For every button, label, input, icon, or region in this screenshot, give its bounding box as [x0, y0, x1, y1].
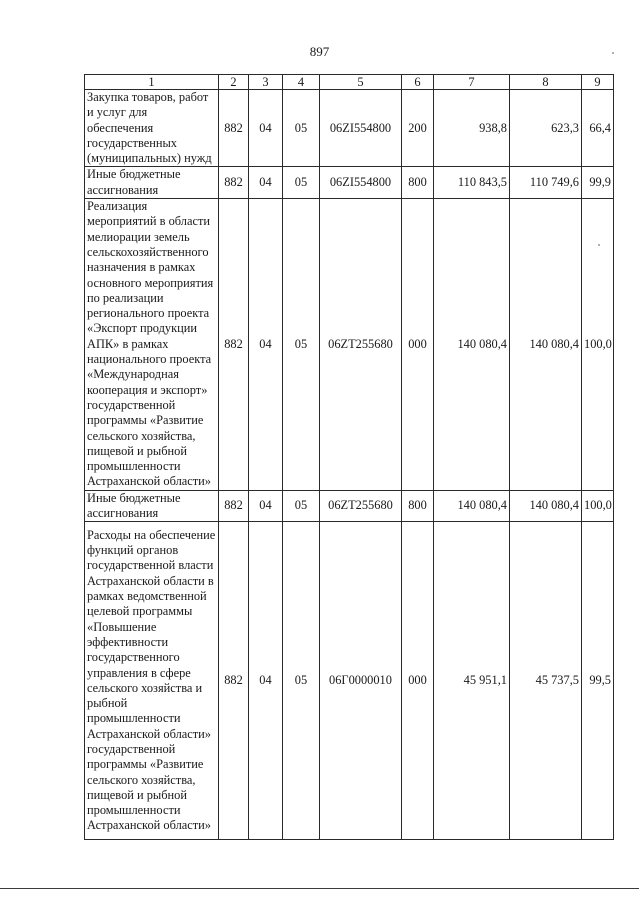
row-target-article: 06ZT255680: [320, 199, 402, 491]
row-fact: 140 080,4: [510, 490, 582, 522]
scan-speck: [612, 52, 614, 54]
row-expense-type: 800: [402, 490, 434, 522]
row-subsection: 05: [283, 490, 320, 522]
row-description: Расходы на обеспечение функций органов государственной власти Астраханской области в рамках ведомственной целевой программы «Повышение эффективности государственного управления в сфере сельского хозяйства и рыбной промышленности Астраханской области» государственной программы «Развитие сельского хозяйства, пищевой и рыбной промышленности Астраханской области»: [85, 522, 219, 840]
table-row: [85, 522, 614, 840]
row-percent: 100,0: [582, 490, 614, 522]
row-description: Иные бюджетные ассигнования: [85, 167, 219, 199]
table-row: [85, 90, 614, 167]
table-row: [85, 167, 614, 199]
table-row: [85, 199, 614, 491]
row-subsection: 05: [283, 522, 320, 840]
row-fact: 110 749,6: [510, 167, 582, 199]
row-section: 04: [249, 167, 283, 199]
row-fact: 623,3: [510, 90, 582, 167]
row-section: 04: [249, 90, 283, 167]
row-section: 04: [249, 490, 283, 522]
header-cell: 5: [320, 75, 402, 90]
row-percent: 99,9: [582, 167, 614, 199]
row-grbs: 882: [219, 490, 249, 522]
row-subsection: 05: [283, 90, 320, 167]
row-percent: 66,4: [582, 90, 614, 167]
row-section: 04: [249, 522, 283, 840]
row-percent: 100,0: [582, 199, 614, 491]
row-expense-type: 000: [402, 522, 434, 840]
row-description: Реализация мероприятий в области мелиорации земель сельскохозяйственного назначения в рамках основного мероприятия по реализации регионального проекта «Экспорт продукции АПК» в рамках национального проекта «Международная кооперация и экспорт» государственной программы «Развитие сельского хозяйства, пищевой и рыбной промышленности Астраханской области»: [85, 199, 219, 491]
row-fact: 45 737,5: [510, 522, 582, 840]
scan-edge-line: [0, 888, 639, 889]
row-expense-type: 200: [402, 90, 434, 167]
row-target-article: 06ZI554800: [320, 167, 402, 199]
budget-table: [84, 74, 614, 840]
row-section: 04: [249, 199, 283, 491]
header-cell: 3: [249, 75, 283, 90]
row-target-article: 06ZI554800: [320, 90, 402, 167]
row-description: Закупка товаров, работ и услуг для обеспечения государственных (муниципальных) нужд: [85, 90, 219, 167]
header-cell: 4: [283, 75, 320, 90]
row-plan: 938,8: [434, 90, 510, 167]
row-target-article: 06ZT255680: [320, 490, 402, 522]
header-cell: 7: [434, 75, 510, 90]
row-fact: 140 080,4: [510, 199, 582, 491]
row-percent: 99,5: [582, 522, 614, 840]
row-plan: 140 080,4: [434, 490, 510, 522]
row-grbs: 882: [219, 167, 249, 199]
scan-speck: [598, 244, 600, 246]
table-row: [85, 490, 614, 522]
row-description: Иные бюджетные ассигнования: [85, 490, 219, 522]
row-plan: 140 080,4: [434, 199, 510, 491]
row-subsection: 05: [283, 167, 320, 199]
row-subsection: 05: [283, 199, 320, 491]
table-header-row: [85, 75, 614, 90]
row-grbs: 882: [219, 199, 249, 491]
row-target-article: 06Г0000010: [320, 522, 402, 840]
row-plan: 45 951,1: [434, 522, 510, 840]
row-grbs: 882: [219, 522, 249, 840]
header-cell: 8: [510, 75, 582, 90]
row-expense-type: 000: [402, 199, 434, 491]
header-cell: 2: [219, 75, 249, 90]
page-number: 897: [309, 44, 330, 59]
row-plan: 110 843,5: [434, 167, 510, 199]
header-cell: 1: [85, 75, 219, 90]
row-expense-type: 800: [402, 167, 434, 199]
header-cell: 9: [582, 75, 614, 90]
row-grbs: 882: [219, 90, 249, 167]
header-cell: 6: [402, 75, 434, 90]
